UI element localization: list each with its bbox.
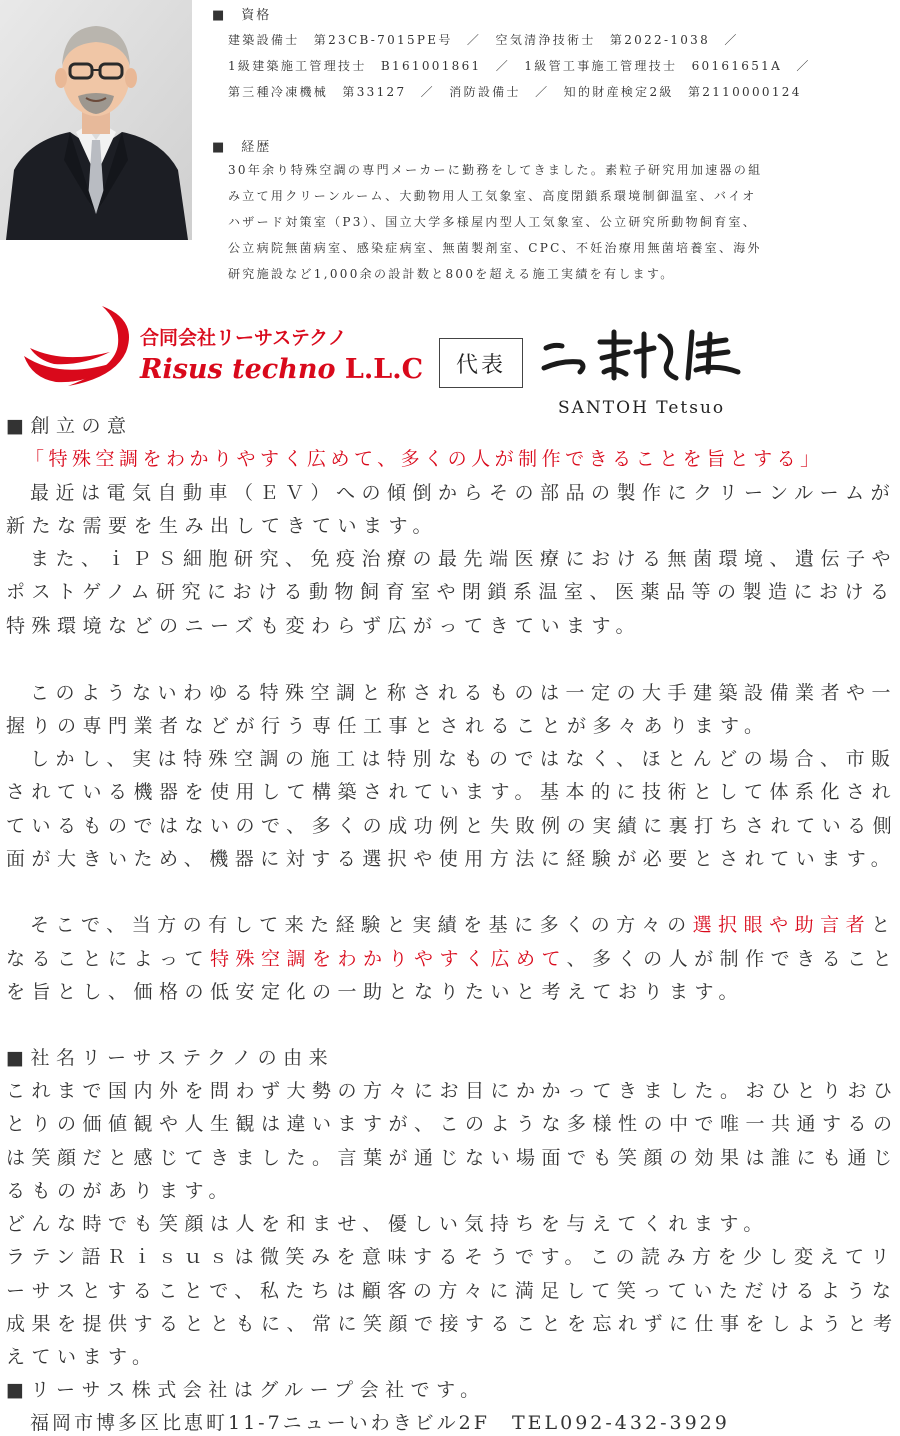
founding-paragraph-5-line-1 xyxy=(30,913,897,937)
origin-line-5: どんな時でも笑顔は人を和ませ、優しい気持ちを与えてくれます。 xyxy=(6,1213,769,1235)
p5-l1-highlight: 選択眼や助言者 xyxy=(692,914,872,936)
founding-paragraph-2-line-2: ポストゲノム研究における動物飼育室や閉鎖系温室、医薬品等の製造における xyxy=(6,581,896,603)
qualification-line-3: 第三種冷凍機械 第33127 ／ 消防設備士 ／ 知的財産検定2級 第2110000124 xyxy=(228,85,802,99)
representative-portrait-photo xyxy=(0,0,192,240)
founding-paragraph-1-line-2: 新たな需要を生み出してきています。 xyxy=(6,515,438,537)
founding-paragraph-5-line-3: を旨とし、価格の低安定化の一助となりたいと考えております。 xyxy=(6,981,744,1003)
p5-l1-text-b: と xyxy=(871,914,897,936)
qualifications-heading: ■ 資格 xyxy=(212,8,272,23)
qualification-line-1: 建築設備士 第23CB-7015PE号 ／ 空気清浄技術士 第2022-1038 ／ xyxy=(228,33,739,47)
founding-paragraph-5-line-2 xyxy=(6,947,898,971)
founding-paragraph-2-line-3: 特殊環境などのニーズも変わらず広がってきています。 xyxy=(6,615,642,637)
career-line-2: み立て用クリーンルーム、大動物用人工気象室、高度閉鎖系環境制御温室、バイオ xyxy=(228,189,757,203)
origin-line-3: は笑顔だと感じてきました。言葉が通じない場面でも笑顔の効果は誰にも通じ xyxy=(6,1147,899,1169)
origin-line-9: えています。 xyxy=(6,1346,158,1368)
origin-line-4: るものがあります。 xyxy=(6,1180,234,1202)
p5-l2-text-b: 、多くの人が制作できること xyxy=(566,948,899,970)
p5-l1-text-a: そこで、当方の有して来た経験と実績を基に多くの方々の xyxy=(30,914,693,936)
origin-line-8: 成果を提供するとともに、常に笑顔で接することを忘れずに仕事をしようと考 xyxy=(6,1313,899,1335)
founding-paragraph-3-line-1: このようないわゆる特殊空調と称されるものは一定の大手建築設備業者や一 xyxy=(30,682,898,704)
career-line-4: 公立病院無菌病室、感染症病室、無菌製剤室、CPC、不妊治療用無菌培養室、海外 xyxy=(228,241,762,255)
qualification-line-2: 1級建築施工管理技士 B161001861 ／ 1級管工事施工管理技士 60161651A ／ xyxy=(228,59,811,73)
founding-paragraph-4-line-1: しかし、実は特殊空調の施工は特別なものではなく、ほとんどの場合、市販 xyxy=(30,748,897,770)
founding-paragraph-1-line-1: 最近は電気自動車（ＥＶ）への傾倒からその部品の製作にクリーンルームが xyxy=(30,482,897,504)
founding-motto: 「特殊空調をわかりやすく広めて、多くの人が制作できることを旨とする」 xyxy=(25,448,824,470)
group-company-heading: ■リーサス株式会社はグループ会社です。 xyxy=(6,1379,486,1401)
origin-line-2: とりの価値観や人生観は違いますが、このような多様性の中で唯一共通するの xyxy=(6,1113,899,1135)
representative-name: SANTOH Tetsuo xyxy=(558,398,726,418)
handwritten-signature xyxy=(540,322,750,384)
career-line-1: 30年余り特殊空調の専門メーカーに勤務をしてきました。素粒子研究用加速器の組 xyxy=(228,163,763,177)
company-name-english xyxy=(140,354,423,385)
representative-label-box xyxy=(439,338,523,388)
founding-paragraph-4-line-2: されている機器を使用して構築されています。基本的に技術として体系化され xyxy=(6,781,897,803)
representative-label: 代表 xyxy=(455,352,506,378)
origin-heading: ■社名リーサステクノの由来 xyxy=(6,1047,335,1069)
founding-heading: ■創立の意 xyxy=(6,415,133,437)
career-line-5: 研究施設など1,000余の設計数と800を超える施工実績を有します。 xyxy=(228,267,675,281)
p5-l2-highlight: 特殊空調をわかりやすく広めて xyxy=(210,948,567,970)
origin-line-1: これまで国内外を問わず大勢の方々にお目にかかってきました。おひとりおひ xyxy=(6,1080,899,1102)
p5-l2-text-a: なることによって xyxy=(6,948,211,970)
founding-paragraph-4-line-3: ているものではないので、多くの成功例と失敗例の実績に裏打ちされている側 xyxy=(6,815,899,837)
founding-paragraph-4-line-4: 面が大きいため、機器に対する選択や使用方法に経験が必要とされています。 xyxy=(6,848,897,870)
company-name-english-suffix: L.L.C xyxy=(335,354,424,385)
founding-paragraph-3-line-2: 握りの専門業者などが行う専任工事とされることが多々あります。 xyxy=(6,715,770,737)
company-logo-swoosh-icon xyxy=(20,302,144,392)
career-line-3: ハザード対策室（P3）、国立大学多様屋内型人工気象室、公立研究所動物飼育室、 xyxy=(228,215,758,229)
origin-line-6: ラテン語Ｒｉｓｕｓは微笑みを意味するそうです。この読み方を少し変えてリ xyxy=(6,1246,897,1268)
career-heading: ■ 経歴 xyxy=(212,140,272,155)
company-name-japanese: 合同会社リーサステクノ xyxy=(140,327,347,349)
group-company-address: 福岡市博多区比恵町11-7ニューいわきビル2F TEL092-432-3929 xyxy=(30,1412,730,1434)
founding-paragraph-2-line-1: また、ｉＰＳ細胞研究、免疫治療の最先端医療における無菌環境、遺伝子や xyxy=(30,548,898,570)
company-name-english-main: Risus techno xyxy=(140,354,336,385)
origin-line-7: ーサスとすることで、私たちは顧客の方々に満足して笑っていただけるような xyxy=(6,1280,898,1302)
